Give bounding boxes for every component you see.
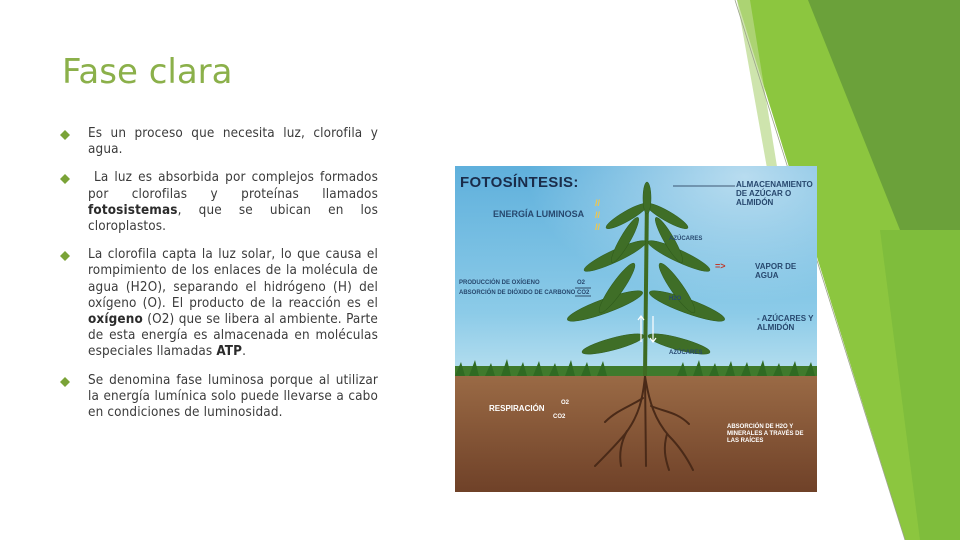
storage-label: ALMACENAMIENTO DE AZÚCAR O ALMIDÓN <box>736 180 813 207</box>
h2o-label: H2O <box>669 296 682 302</box>
slide-title: Fase clara <box>62 52 233 92</box>
bullet-item <box>60 126 378 158</box>
bullet-text: La luz es absorbida por complejos formados por clorofilas y proteínas llamados fotosistemas, que se ubican en los cloroplastos. <box>88 170 378 235</box>
oxygen-production-label: PRODUCCIÓN DE OXÍGENO <box>459 280 540 286</box>
bullet-text: Se denomina fase luminosa porque al utilizar la energía lumínica solo puede llevarse a cabo en condiciones de luminosidad. <box>88 372 378 421</box>
vapor-label: VAPOR DE AGUA <box>755 262 797 280</box>
diamond-bullet-icon <box>60 377 70 387</box>
bullet-item <box>60 247 378 360</box>
energy-label: ENERGÍA LUMINOSA <box>493 209 585 219</box>
infographic-title: FOTOSÍNTESIS: <box>460 174 579 191</box>
diamond-bullet-icon <box>60 174 70 184</box>
svg-text://: // <box>595 222 601 232</box>
respiration-co2-label: CO2 <box>553 414 566 420</box>
respiration-o2-label: O2 <box>561 400 570 406</box>
bullet-item <box>60 170 378 235</box>
sugars-top-label: AZÚCARES <box>669 236 703 242</box>
diamond-bullet-icon <box>60 251 70 261</box>
sugars-starch-label: - AZÚCARES Y ALMIDÓN <box>757 314 814 332</box>
bullet-text: Es un proceso que necesita luz, clorofila y agua. <box>88 126 378 158</box>
bullet-item <box>60 373 378 422</box>
bullet-text: La clorofila capta la luz solar, lo que causa el rompimiento de los enlaces de la molécula de agua (H2O), separando el hidrógeno (H) del oxígeno (O). El producto de la reacción es el oxígeno (O2) que se libera al ambiente. Parte de esta energía es almacenada en moléculas especiales llamadas ATP. <box>88 247 378 360</box>
o2-leaf-label: O2 <box>577 280 586 286</box>
svg-text://: // <box>595 210 601 220</box>
svg-text://: // <box>595 198 601 208</box>
bullet-list <box>60 126 378 433</box>
co2-leaf-label: CO2 <box>577 290 590 296</box>
vapor-arrow-icon: => <box>715 261 726 271</box>
sugars-mid-label: AZÚCARES <box>669 350 703 356</box>
co2-absorption-label: ABSORCIÓN DE DIÓXIDO DE CARBONO <box>459 290 576 296</box>
root-absorption-label: ABSORCIÓN DE H2O Y MINERALES A TRAVÉS DE LAS RAÍCES <box>727 424 804 444</box>
respiration-label: RESPIRACIÓN <box>489 404 545 413</box>
diamond-bullet-icon <box>60 130 70 140</box>
photosynthesis-infographic <box>455 166 817 492</box>
